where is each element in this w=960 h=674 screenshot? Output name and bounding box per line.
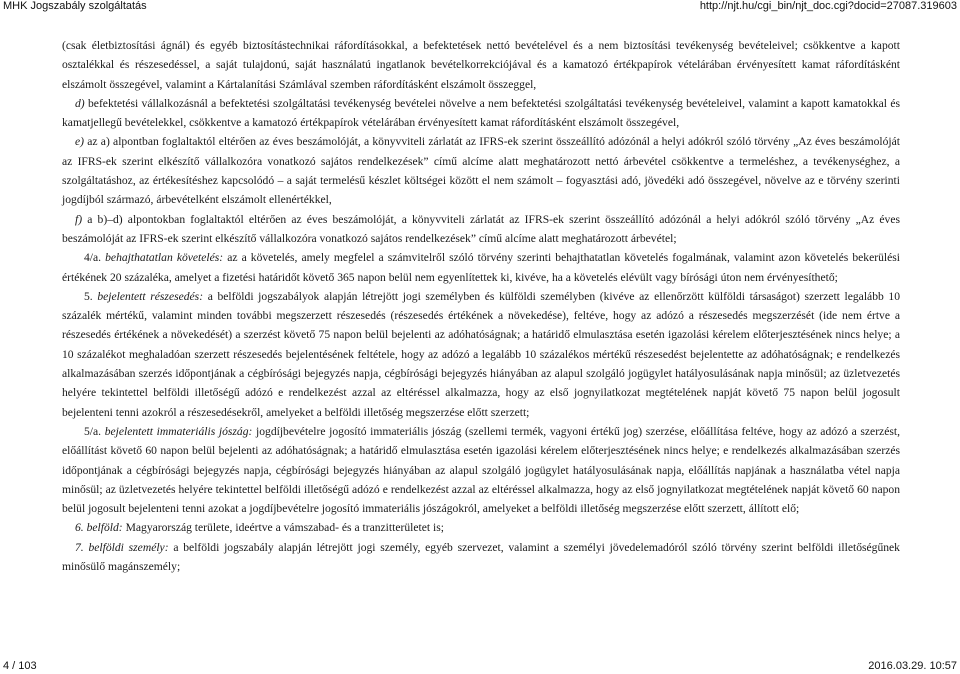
definition-text: jogdíjbevételre jogosító immateriális jószág (szellemi termék, vagyoni értékű jog) szerzése, előállítása feltéve, hogy az adózó a szerzést, előállítást követő 60 napon belül bejelenti az adóhatóságnak; a határidő elmulasztása esetén igazolási kérelem előterjesztésének nincs helye; e rendelkezés alkalmazásában szerzés időpontjának a cégbírósági bejegyzés napja, cégbírósági bejegyzés hiányában az alapul szolgáló jogügylet hatályosulásának napja, előállítás napjának a használatba vétel napja minősül; az üzletvezetés helyére tekintettel belföldi illetőségű adózó e rendelkezést azzal az eltéréssel alkalmazza, hogy az első jognyilatkozat megtételének napját követő 60 napon belül jogosult bejelenteni tenni azokat a jogdíjbevételre jogosító immateriális jószágokról, amelyeket a belföldi illetőség megszerzése előtt szerzett, állított elő; [62,424,900,516]
definition-4a [62,248,900,287]
definition-term: belföld: [86,521,123,535]
paragraph-label: f) [75,212,83,226]
paragraph-text: az a) alpontban foglaltaktól eltérően az éves beszámolóját, a könyvviteli zárlatát az IFRS-ek szerint összeállító adózónál a helyi adókról szóló törvény „Az éves beszámolóját az IFRS-ek szerint elkészítő vállalkozóra vonatkozó sajátos rendelkezések” című alcíme alatt meghatározott nettó árbevétel csökkentve a termeléshez, a tevékenységhez, a szolgáltatáshoz, az értékesítéshez kapcsolódó – a saját termelésű készlet költségei között el nem számolt – fogyasztási adó, jövedéki adó összegével, növelve az e törvény szerinti jogdíjból származó, árbevételként elszámolt ellenértékkel, [62,135,900,207]
definition-term: behajthatatlan követelés: [105,251,224,265]
paragraph-label: e) [75,135,85,149]
definition-number: 4/a. [84,251,102,265]
paragraph-continuation [62,36,900,94]
paragraph-e [62,132,900,209]
paragraph-d [62,94,900,133]
definition-number: 5. [84,289,93,303]
header-url[interactable]: http://njt.hu/cgi_bin/njt_doc.cgi?docid=27087.319603 [699,0,957,12]
document-body [62,36,900,576]
definition-term: belföldi személy: [88,540,169,554]
definition-6 [62,518,900,537]
definition-term: bejelentett immateriális jószág: [104,424,253,438]
definition-number: 6. [75,521,84,535]
header-source: MHK Jogszabály szolgáltatás [3,0,147,12]
definition-number: 7. [75,540,84,554]
definition-text: Magyarország területe, ideértve a vámszabad- és a tranzitterületet is; [125,521,444,535]
page-number: 4 / 103 [3,660,37,672]
definition-5a [62,422,900,518]
page-header [0,0,960,14]
definition-7 [62,538,900,577]
paragraph-label: d) [75,96,85,110]
paragraph-text: (csak életbiztosítási ágnál) és egyéb biztosítástechnikai ráfordításokkal, a befektetések nettó bevételével és a nem biztosítási tevékenység bevételeivel; csökkentve a kapott osztalékkal és részesedéssel, a saját tulajdonú, saját használatú ingatlanok bevételkorrekciójával és a kamatozó értékpapírok vételárában érvényesített kamat ráfordításként elszámolt összegével, valamint a Kártalanítási Számlával szemben ráfordításként elszámolt összeggel, [62,39,900,91]
definition-number: 5/a. [84,424,102,438]
print-timestamp: 2016.03.29. 10:57 [868,660,957,672]
definition-text: a belföldi jogszabály alapján létrejött jogi személy, egyéb szervezet, valamint a személyi jövedelemadóról szóló törvény szerint belföldi illetőségűnek minősülő magánszemély; [62,540,900,574]
definition-term: bejelentett részesedés: [97,289,204,303]
page-footer [0,660,960,674]
paragraph-f [62,210,900,249]
definition-text: az a követelés, amely megfelel a számvitelről szóló törvény szerinti behajthatatlan követelés fogalmának, valamint azon követelés bekerülési értékének 20 százaléka, amelyet a fizetési határidőt követő 365 napon belül nem egyenlítettek ki, kivéve, ha a követelés elévült vagy bírósági úton nem érvényesíthető; [62,251,900,284]
paragraph-text: a b)–d) alpontokban foglaltaktól eltérően az éves beszámolóját, a könyvviteli zárlatát az IFRS-ek szerint összeállító adózónál a helyi adókról szóló törvény „Az éves beszámolóját az IFRS-ek szerint elkészítő vállalkozóra vonatkozó sajátos rendelkezések” című alcíme alatt meghatározott árbevétel; [62,212,900,245]
definition-text: a belföldi jogszabályok alapján létrejött jogi személyben és külföldi személyben (kivéve az ellenőrzött külföldi társaságot) szerzett legalább 10 százalék mértékű, valamint minden további megszerzett részesedés (részesedés értékének a növekedése), feltéve, hogy az adózó a részesedés megszerzését (ide nem értve a részesedés értékének a növekedését) a szerzést követő 75 napon belül bejelenti az adóhatóságnak; a határidő elmulasztása esetén igazolási kérelem előterjesztésének nincs helye; a 10 százalékot meghaladóan szerzett részesedés bejelentésének feltétele, hogy az adózó a legalább 10 százalékos mértékű részesedést bejelentette az adóhatóságnak; e rendelkezés alkalmazásában szerzés időpontjának a cégbírósági bejegyzés napja, cégbírósági bejegyzés hiányában az alapul szolgáló jogügylet hatályosulásának napja minősül; az üzletvezetés helyére tekintettel belföldi illetőségű adózó e rendelkezést azzal az eltéréssel alkalmazza, hogy az első jognyilatkozat megtételének napját követő 75 napon belül jogosult bejelenteni tenni azokról a részesedésekről, amelyeket a belföldi illetőség megszerzése előtt szerzett; [62,289,901,419]
definition-5 [62,287,900,422]
paragraph-text: befektetési vállalkozásnál a befektetési szolgáltatási tevékenység bevételei növelve a nem befektetési szolgáltatási tevékenység bevételeivel, valamint a kapott kamatokkal és kamatjellegű bevételekkel, csökkentve a kamatozó értékpapírok vételárában érvényesített kamat ráfordításként elszámolt összegével, [62,96,900,130]
